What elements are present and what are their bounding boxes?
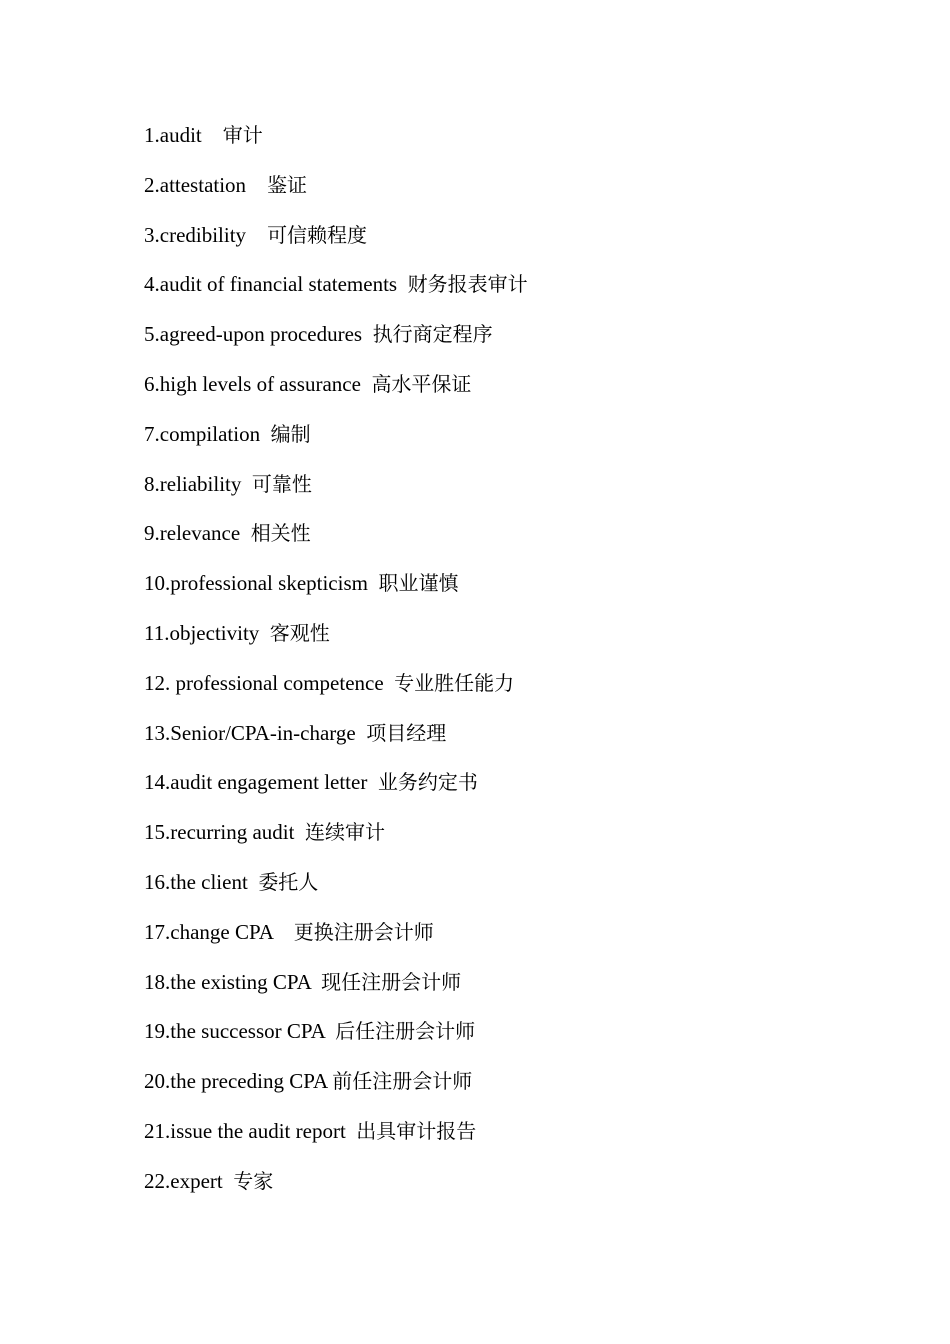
term-chinese: 业务约定书 [377, 770, 478, 795]
term-separator [346, 1119, 357, 1143]
term-separator [202, 123, 223, 147]
glossary-entry [144, 816, 528, 866]
term-english: 20.the preceding CPA [144, 1069, 327, 1094]
term-english: 14.audit engagement letter [144, 770, 368, 795]
term-english: 19.the successor CPA [144, 1019, 325, 1044]
term-english: 3.credibility [144, 222, 247, 247]
term-chinese: 高水平保证 [371, 371, 472, 396]
glossary-entry [144, 617, 528, 667]
glossary-entry [144, 119, 528, 169]
term-english: 13.Senior/CPA-in-charge [144, 720, 356, 745]
term-chinese: 现任注册会计师 [321, 969, 462, 994]
term-english: 16.the client [144, 869, 248, 894]
glossary-entry [144, 766, 528, 816]
term-separator [311, 970, 322, 994]
term-english: 5.agreed-upon procedures [144, 322, 363, 347]
term-separator [362, 322, 373, 346]
term-english: 11.objectivity [144, 620, 260, 645]
glossary-entry [144, 667, 528, 717]
term-chinese: 项目经理 [366, 720, 447, 745]
term-separator [325, 1019, 336, 1043]
term-separator [294, 820, 305, 844]
term-english: 18.the existing CPA [144, 969, 311, 994]
glossary-entry [144, 468, 528, 518]
term-separator [367, 770, 378, 794]
glossary-entry [144, 169, 528, 219]
term-chinese: 职业谨慎 [378, 571, 459, 596]
term-english: 21.issue the audit report [144, 1118, 346, 1143]
term-separator [259, 621, 270, 645]
glossary-entry [144, 1015, 528, 1065]
glossary-entry [144, 717, 528, 767]
term-english: 6.high levels of assurance [144, 371, 361, 396]
term-chinese: 财务报表审计 [407, 272, 528, 297]
term-chinese: 相关性 [250, 521, 311, 546]
term-chinese: 更换注册会计师 [293, 919, 434, 944]
glossary-entry [144, 866, 528, 916]
glossary-entry [144, 219, 528, 269]
term-chinese: 委托人 [258, 869, 319, 894]
glossary-entry [144, 1065, 528, 1115]
glossary-entry [144, 567, 528, 617]
term-english: 17.change CPA [144, 919, 273, 944]
glossary-entry [144, 1165, 528, 1215]
glossary-entry [144, 1115, 528, 1165]
term-english: 10.professional skepticism [144, 571, 368, 596]
term-separator [246, 173, 267, 197]
term-english: 9.relevance [144, 521, 241, 546]
term-separator [273, 920, 294, 944]
term-english: 22.expert [144, 1168, 223, 1193]
term-english: 4.audit of financial statements [144, 272, 398, 297]
term-separator [356, 721, 367, 745]
term-english: 15.recurring audit [144, 820, 295, 845]
term-english: 1.audit [144, 123, 202, 147]
term-english: 12. professional competence [144, 670, 384, 695]
term-english: 7.compilation [144, 421, 261, 446]
term-chinese: 编制 [270, 421, 311, 446]
term-separator [368, 571, 379, 595]
glossary-entry [144, 268, 528, 318]
term-chinese: 可信赖程度 [267, 222, 368, 247]
glossary-entry [144, 966, 528, 1016]
glossary-entry [144, 517, 528, 567]
term-separator [384, 671, 395, 695]
term-english: 8.reliability [144, 471, 242, 496]
glossary-entry [144, 916, 528, 966]
term-chinese: 鉴证 [267, 172, 308, 197]
term-chinese: 后任注册会计师 [335, 1019, 476, 1044]
glossary-entry [144, 318, 528, 368]
term-chinese: 审计 [222, 123, 263, 147]
term-separator [223, 1169, 234, 1193]
term-english: 2.attestation [144, 172, 247, 197]
term-chinese: 连续审计 [304, 820, 385, 845]
term-chinese: 前任注册会计师 [332, 1069, 473, 1094]
term-separator [246, 223, 267, 247]
term-separator [260, 422, 271, 446]
term-chinese: 客观性 [269, 620, 330, 645]
glossary-entry [144, 368, 528, 418]
term-separator [248, 870, 259, 894]
term-chinese: 执行商定程序 [372, 322, 493, 347]
glossary-entry [144, 418, 528, 468]
term-separator [240, 521, 251, 545]
term-chinese: 可靠性 [251, 471, 312, 496]
term-chinese: 专家 [233, 1168, 274, 1193]
glossary-list [144, 119, 528, 1215]
term-separator [361, 372, 372, 396]
term-separator [397, 272, 408, 296]
term-chinese: 出具审计报告 [356, 1118, 477, 1143]
term-separator [241, 472, 252, 496]
term-chinese: 专业胜任能力 [394, 670, 515, 695]
